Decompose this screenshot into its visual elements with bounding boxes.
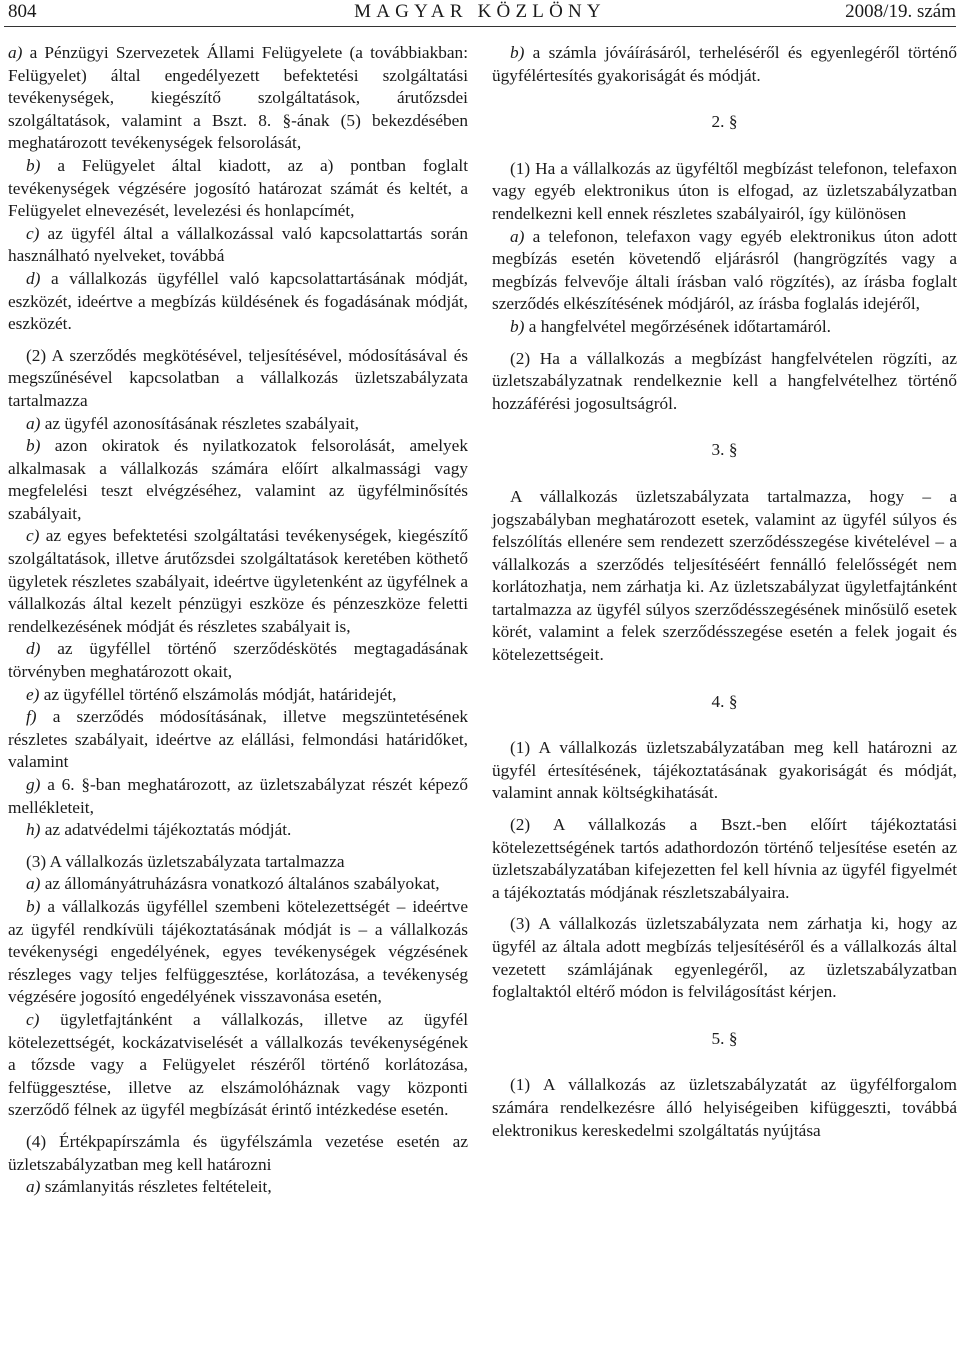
paragraph-text: azon okiratok és nyilatkozatok felsorolását, amelyek alkalmasak a vállalkozás számára előírt alkalmassági vagy megfelelési teszt elvégzéséhez, valamint az ügyfélminősítés szabályait, bbox=[8, 436, 468, 523]
paragraph bbox=[8, 873, 468, 896]
paragraph bbox=[8, 896, 468, 1009]
item-marker: g) bbox=[26, 775, 41, 794]
paragraph bbox=[8, 42, 468, 155]
paragraph-text: (3) A vállalkozás üzletszabályzata tartalmazza bbox=[26, 851, 345, 871]
item-marker: a) bbox=[26, 1177, 41, 1197]
paragraph bbox=[8, 223, 468, 268]
paragraph bbox=[492, 913, 957, 1003]
paragraph-text: A vállalkozás üzletszabályzata tartalmazza, hogy – a jogszabályban meghatározott esetek, valamint az ügyfél súlyos és felszólítás ellenére sem rendezett szerződésszegése kivételével – a vállalkozás a szerződés teljesítéséért fennálló felelősségét nem korlátozhatja, nem zárhatja ki. Az üzletszabályzat ügyletfajtánként tartalmazza az ügyfél súlyos szerződésszegésének minősülő esetek körét, valamint a felek szerződésszegése esetén a felek jogait és kötelezettségeit. bbox=[492, 486, 957, 665]
paragraph-text: a hangfelvétel megőrzésének időtartamáról. bbox=[524, 316, 832, 336]
paragraph-text: a vállalkozás ügyféllel való kapcsolattartásának módját, eszközét, ideértve a megbízás küldésének és fogadásának módját, eszközét. bbox=[8, 268, 468, 334]
paragraph-text: az ügyfél azonosításának részletes szabályait, bbox=[40, 413, 360, 433]
item-marker: c) bbox=[26, 1009, 40, 1029]
item-marker: a) bbox=[26, 413, 41, 433]
paragraph bbox=[8, 435, 468, 525]
paragraph-text: a számla jóváírásáról, terheléséről és egyenlegéről történő ügyfélértesítés gyakoriságát és módját. bbox=[492, 43, 957, 85]
paragraph-text: a Pénzügyi Szervezetek Állami Felügyelete (a továbbiakban: Felügyelet) által engedélyezett befektetési szolgáltatási tevékenységek, kiegészítő szolgáltatások, árutőzsdei szolgáltatások, valamint a Bszt. 8. §-ának (5) bekezdésében meghatározott tevékenységek felsorolását, bbox=[8, 43, 468, 153]
paragraph bbox=[8, 638, 468, 683]
paragraph-text: (3) A vállalkozás üzletszabályzata nem zárhatja ki, hogy az ügyfél az általa adott megbízás teljesítéséről és a vállalkozás által vezetett számlájának egyenlegéről, az üzletszabályzatban foglaltaktól eltérő módon is felvilágosítást kérjen. bbox=[492, 914, 957, 1002]
paragraph-text: az adatvédelmi tájékoztatás módját. bbox=[40, 820, 292, 840]
paragraph-text: (2) A szerződés megkötésével, teljesítésével, módosításával és megszűnésével kapcsolatban a vállalkozás üzletszabályzata tartalmazza bbox=[8, 345, 468, 410]
paragraph bbox=[8, 684, 468, 707]
item-marker: f) bbox=[26, 707, 37, 727]
item-marker: b) bbox=[26, 155, 41, 175]
item-marker: e) bbox=[26, 684, 40, 704]
paragraph bbox=[8, 345, 468, 413]
item-marker: b) bbox=[510, 316, 525, 336]
section-heading: 4. § bbox=[711, 691, 738, 711]
journal-title: MAGYAR KÖZLÖNY bbox=[354, 1, 606, 22]
item-marker: h) bbox=[26, 820, 41, 840]
paragraph bbox=[492, 814, 957, 904]
paragraph bbox=[8, 706, 468, 774]
section-heading: 3. § bbox=[711, 440, 738, 460]
item-marker: d) bbox=[26, 639, 41, 659]
right-column bbox=[492, 42, 957, 1142]
paragraph-text: a vállalkozás ügyféllel szembeni kötelezettségét – ideértve az ügyfél rendkívüli tájékoztatásának módját is – a vállalkozás tevékenységi engedélyének, egyes tevékenységek végzésének részleges vagy teljes felfüggesztése, korlátozása, a tevékenység végzésére jogosító engedélyének visszavonása esetén, bbox=[8, 896, 468, 1007]
paragraph-text: ügyletfajtánként a vállalkozás, illetve az ügyfél kötelezettségét, kockázatviselését a vállalkozás tevékenységének a tőzsde vagy a Felügyelet részéről történő korlátozása, felfüggesztése, illetve az elszámolóháznak vagy központi szerződő félnek az ügyfél megbízását érintő intézkedése esetén. bbox=[8, 1009, 468, 1120]
item-marker: a) bbox=[510, 226, 525, 246]
paragraph bbox=[492, 226, 957, 316]
paragraph-text: a telefonon, telefaxon vagy egyéb elektronikus úton adott megbízás esetén követendő eljárásról (hangrögzítés vagy a megbízás felvevője általi írásban való rögzítés), az írásba foglalt szerződés elkészítésének módjáról, az írásba foglalás idejéről, bbox=[492, 226, 957, 314]
page-number: 804 bbox=[8, 1, 37, 22]
paragraph bbox=[8, 1131, 468, 1176]
paragraph-text: (4) Értékpapírszámla és ügyfélszámla vezetése esetén az üzletszabályzatban meg kell határozni bbox=[8, 1131, 468, 1174]
paragraph bbox=[492, 316, 957, 339]
paragraph-text: a Felügyelet által kiadott, az a) pontban foglalt tevékenységek végzésére jogosító határozat számát és keltét, a Felügyelet elnevezését, levelezési és honlapcímét, bbox=[8, 155, 468, 221]
item-marker: a) bbox=[26, 874, 41, 894]
page-header bbox=[0, 0, 960, 26]
item-marker: a) bbox=[8, 43, 23, 62]
paragraph-text: az ügyféllel történő szerződéskötés megtagadásának törvényben meghatározott okait, bbox=[8, 639, 468, 682]
paragraph bbox=[8, 851, 468, 874]
issue-number: 2008/19. szám bbox=[845, 1, 956, 22]
item-marker: c) bbox=[26, 223, 40, 243]
paragraph bbox=[492, 737, 957, 805]
paragraph bbox=[8, 1176, 468, 1199]
paragraph bbox=[492, 348, 957, 416]
item-marker: b) bbox=[26, 436, 41, 456]
paragraph-text: az egyes befektetési szolgáltatási tevékenységek, kiegészítő szolgáltatások, illetve árutőzsdei szolgáltatások keretében köthető ügyletek részletes szabályait, ideértve ügyletenként az ügyfélnek a vállalkozás által kezelt pénzügyi eszköze és pénzeszköze feletti rendelkezésének módját és részletes szabályait is, bbox=[8, 526, 468, 636]
item-marker: b) bbox=[26, 896, 41, 916]
paragraph-text: az ügyféllel történő elszámolás módját, határidejét, bbox=[39, 684, 397, 704]
paragraph-text: (1) A vállalkozás az üzletszabályzatát az ügyfélforgalom számára rendelkezésre álló helyiségeiben kifüggeszti, továbbá elektronikus kereskedelmi szolgáltatás nyújtása bbox=[492, 1075, 957, 1140]
paragraph-text: (1) A vállalkozás üzletszabályzatában meg kell határozni az ügyfél értesítésének, tájékoztatásának gyakoriságát és módját, valamint annak költségkihatását. bbox=[492, 738, 957, 803]
paragraph bbox=[492, 42, 957, 87]
paragraph bbox=[8, 268, 468, 336]
paragraph bbox=[8, 525, 468, 638]
paragraph bbox=[492, 158, 957, 226]
paragraph-text: (2) Ha a vállalkozás a megbízást hangfelvételen rögzíti, az üzletszabályzatnak rendelkeznie kell a hangfelvételhez történő hozzáférési jogosultságról. bbox=[492, 348, 957, 413]
paragraph bbox=[8, 819, 468, 842]
section-heading: 2. § bbox=[711, 112, 738, 132]
paragraph bbox=[8, 774, 468, 819]
paragraph bbox=[492, 1074, 957, 1142]
paragraph bbox=[492, 486, 957, 667]
paragraph-text: az állományátruházásra vonatkozó általános szabályokat, bbox=[40, 874, 440, 894]
paragraph-text: (2) A vállalkozás a Bszt.-ben előírt tájékoztatási kötelezettségének tartós adathordozón történő teljesítése esetén az üzletszabályzatában kifejezetten fel kell hívnia az ügyfél figyelmét a tájékoztatás módjának részletszabályaira. bbox=[492, 815, 957, 902]
item-marker: c) bbox=[26, 526, 40, 546]
paragraph-text: az ügyfél által a vállalkozással való kapcsolattartás során használható nyelveket, továbbá bbox=[8, 223, 468, 266]
paragraph bbox=[8, 413, 468, 436]
paragraph bbox=[8, 1009, 468, 1122]
header-rule bbox=[4, 26, 956, 27]
left-column bbox=[8, 42, 468, 1199]
paragraph-text: számlanyitás részletes feltételeit, bbox=[40, 1177, 272, 1197]
paragraph-text: (1) Ha a vállalkozás az ügyféltől megbízást telefonon, telefaxon vagy egyéb elektronikus úton is elfogad, az üzletszabályzatban rendelkezni kell ennek részletes szabályairól, így különösen bbox=[492, 158, 957, 223]
paragraph-text: a szerződés módosításának, illetve megszüntetésének részletes szabályait, ideértve az elállási, felmondási határidőket, valamint bbox=[8, 707, 468, 772]
section-heading: 5. § bbox=[711, 1028, 738, 1048]
paragraph-text: a 6. §-ban meghatározott, az üzletszabályzat részét képező mellékleteit, bbox=[8, 775, 468, 817]
item-marker: b) bbox=[510, 43, 525, 62]
item-marker: d) bbox=[26, 268, 41, 288]
paragraph bbox=[8, 155, 468, 223]
